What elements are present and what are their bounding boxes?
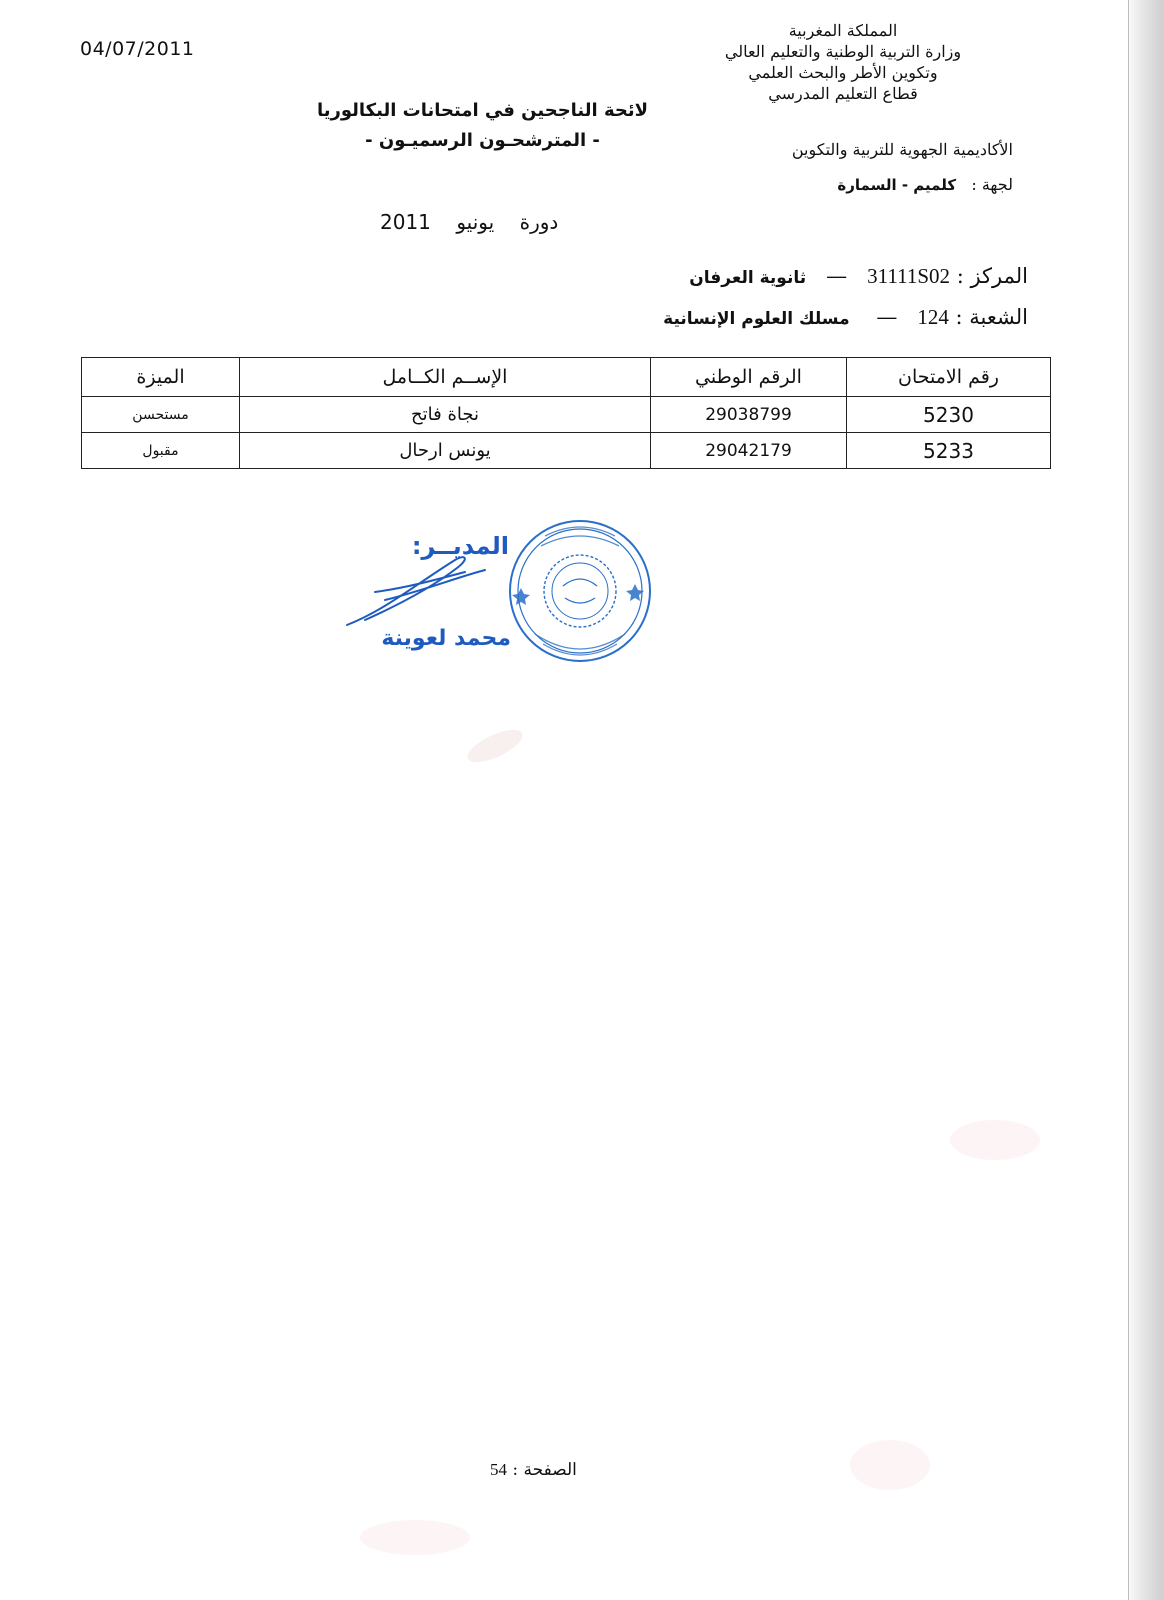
branch-label: الشعبة : [955,305,1028,329]
branch-dash: — [876,305,898,329]
committee-line [837,175,1013,194]
results-table [81,357,1051,469]
document-title [310,96,655,156]
exam-center-line [689,264,1028,289]
committee-value: كلميم - السمارة [837,176,957,194]
cell-full-name: يونس ارحال [240,433,651,469]
header-grade: الميزة [82,358,240,397]
table-row [82,433,1051,469]
session-year: 2011 [380,210,431,234]
center-label: المركز : [956,264,1028,288]
branch-line [663,305,1028,330]
session-label: دورة [519,210,559,234]
center-dash: — [826,264,848,288]
scan-smudge [850,1440,930,1490]
branch-code: 124 [917,305,949,329]
scan-smudge [360,1520,470,1555]
print-date: 04/07/2011 [80,38,195,60]
exam-session [380,210,558,234]
header-exam-number: رقم الامتحان [847,358,1051,397]
ministry-header [673,20,1013,104]
cell-grade: مقبول [82,433,240,469]
page-number [490,1460,577,1480]
cell-national-id: 29038799 [651,397,847,433]
table-row [82,397,1051,433]
director-title: المديــر: [411,532,509,560]
session-month: يونيو [456,210,495,234]
scan-smudge [950,1120,1040,1160]
header-line: المملكة المغربية [788,21,898,40]
title-line: لائحة الناجحين في امتحانات البكالوريا [316,100,649,121]
page-value: 54 [490,1460,507,1479]
center-name: ثانوية العرفان [689,268,807,288]
table-header-row [82,358,1051,397]
cell-exam-number: 5230 [847,397,1051,433]
header-line: وزارة التربية الوطنية والتعليم العالي [724,42,962,61]
official-stamp [505,516,655,666]
director-signature [345,530,515,665]
center-code: 31111S02 [867,264,951,288]
cell-full-name: نجاة فاتح [240,397,651,433]
page-label: الصفحة : [512,1460,577,1480]
cell-exam-number: 5233 [847,433,1051,469]
header-full-name: الإســم الكــامل [240,358,651,397]
academy-name: الأكاديمية الجهوية للتربية والتكوين [791,140,1013,159]
header-line: قطاع التعليم المدرسي [768,84,918,103]
cell-grade: مستحسن [82,397,240,433]
title-line: - المترشحـون الرسميـون - [365,130,600,151]
director-name: محمد لعوينة [381,626,511,651]
scan-smudge [463,723,527,768]
header-national-id: الرقم الوطني [651,358,847,397]
branch-name: مسلك العلوم الإنسانية [663,309,850,329]
cell-national-id: 29042179 [651,433,847,469]
committee-label: لجهة : [971,175,1013,194]
header-line: وتكوين الأطر والبحث العلمي [748,63,938,82]
scan-page-edge [1128,0,1163,1600]
